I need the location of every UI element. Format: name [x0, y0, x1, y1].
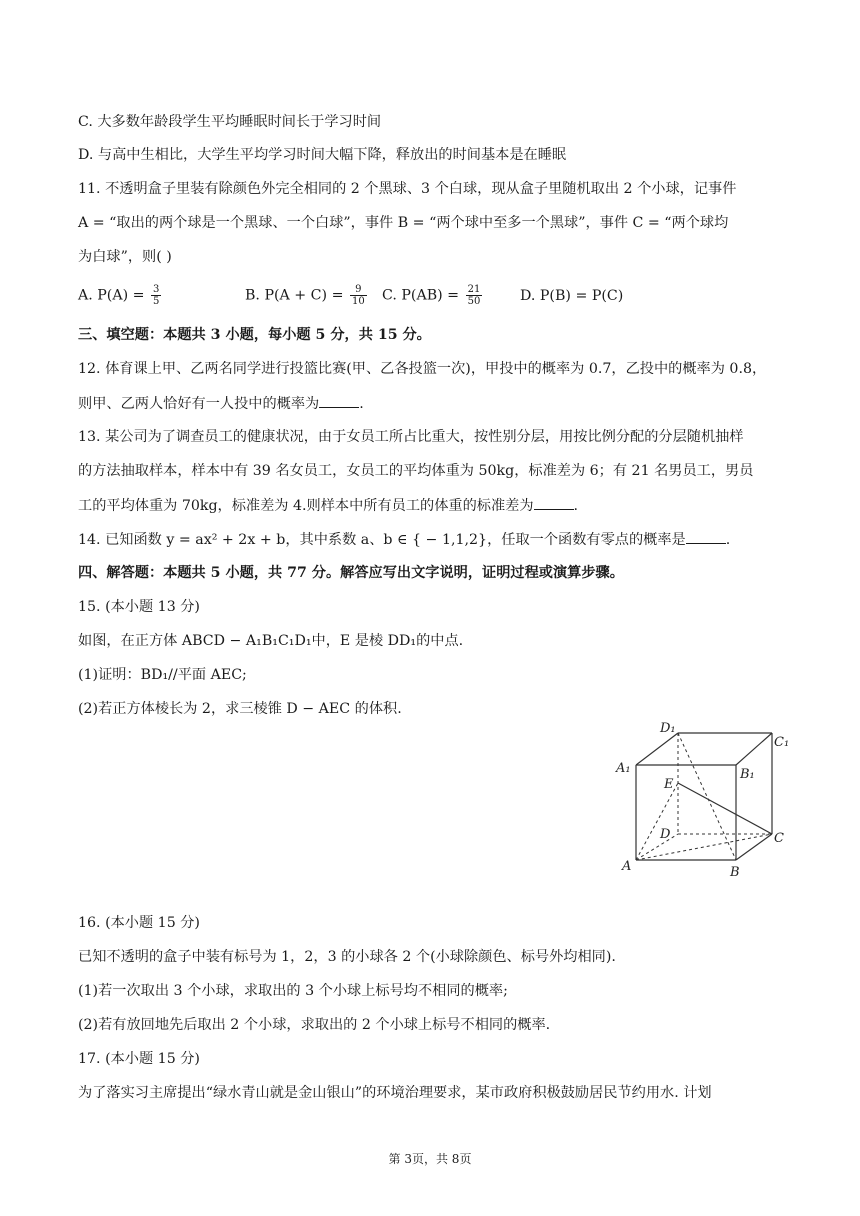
- q11-option-b-prefix: B. P(A + C) =: [245, 287, 348, 304]
- label-d: D: [660, 827, 671, 842]
- q13-line3-text: 工的平均体重为 70kg，标准差为 4.则样本中所有员工的体重的标准差为: [78, 498, 534, 514]
- q14-line1-end: .: [725, 532, 731, 548]
- q14-line1: [78, 529, 730, 550]
- label-b: B: [730, 865, 740, 880]
- q16-line2: (1)若一次取出 3 个小球，求取出的 3 个小球上标号均不相同的概率;: [78, 983, 508, 999]
- edge-b1c1: [736, 733, 772, 765]
- option-c-text: C. 大多数年龄段学生平均睡眠时间长于学习时间: [78, 114, 382, 130]
- label-b1: B₁: [740, 767, 755, 782]
- segment-ae: [636, 783, 678, 860]
- q11-option-c-prefix: C. P(AB) =: [382, 287, 464, 304]
- q11-line3: 为白球”，则( ): [78, 249, 172, 265]
- q11-line2: A = “取出的两个球是一个黑球、一个白球”，事件 B = “两个球中至多一个黑球”，事件 C = “两个球均: [78, 215, 729, 231]
- fraction: [151, 284, 161, 307]
- numerator: 21: [467, 284, 481, 295]
- label-d1: D₁: [660, 721, 676, 736]
- fraction: [466, 284, 483, 307]
- cube-figure: [612, 718, 802, 884]
- q13-line1: 13. 某公司为了调查员工的健康状况，由于女员工所占比重大，按性别分层，用按比例分配的分层随机抽样: [78, 429, 744, 445]
- page-footer: 第 3页，共 8页: [388, 1152, 472, 1166]
- q12-line2-text: 则甲、乙两人恰好有一人投中的概率为: [78, 396, 320, 412]
- fraction: [350, 284, 367, 307]
- q13-line2: 的方法抽取样本，样本中有 39 名女员工，女员工的平均体重为 50kg，标准差为 6；有 21 名男员工，男员: [78, 463, 754, 479]
- q12-line2-end: .: [359, 396, 364, 412]
- label-a: A: [622, 859, 632, 874]
- q11-option-c: [382, 284, 484, 307]
- q11-line1: 11. 不透明盒子里装有除颜色外完全相同的 2 个黑球、3 个白球，现从盒子里随机取出 2 个小球，记事件: [78, 181, 737, 197]
- denominator: 5: [153, 296, 160, 307]
- edge-ad: [636, 834, 678, 860]
- label-e: E: [664, 777, 674, 792]
- q17-header: 17. (本小题 15 分): [78, 1051, 200, 1067]
- label-a1: A₁: [616, 761, 631, 776]
- q15-line1: 如图，在正方体 ABCD − A₁B₁C₁D₁中，E 是棱 DD₁的中点.: [78, 633, 464, 649]
- section-3-heading: 三、填空题：本题共 3 小题，每小题 5 分，共 15 分。: [78, 327, 431, 343]
- segment-ec: [678, 783, 772, 834]
- q15-line2: (1)证明：BD₁//平面 AEC;: [78, 667, 247, 683]
- q16-line3: (2)若有放回地先后取出 2 个小球，求取出的 2 个小球上标号不相同的概率.: [78, 1017, 551, 1033]
- q12-line1: 12. 体育课上甲、乙两名同学进行投篮比赛(甲、乙各投篮一次)，甲投中的概率为 0.7，乙投中的概率为 0.8，: [78, 361, 767, 377]
- section-4-heading: 四、解答题：本题共 5 小题，共 77 分。解答应写出文字说明，证明过程或演算步骤。: [78, 565, 624, 581]
- diagonal-d1b: [678, 733, 736, 860]
- q11-option-b: [245, 284, 369, 307]
- option-d-text: D. 与高中生相比，大学生平均学习时间大幅下降，释放出的时间基本是在睡眠: [78, 147, 567, 163]
- q16-line1: 已知不透明的盒子中装有标号为 1，2，3 的小球各 2 个(小球除颜色、标号外均相同).: [78, 949, 616, 965]
- label-c1: C₁: [774, 735, 790, 750]
- edge-a1d1: [636, 733, 678, 765]
- numerator: 9: [350, 284, 367, 296]
- q13-line3: [78, 495, 578, 516]
- q12-line2: [78, 393, 364, 414]
- denominator: 10: [351, 296, 365, 307]
- q15-header: 15. (本小题 13 分): [78, 599, 200, 615]
- q11-option-a: [78, 284, 163, 307]
- q11-option-a-prefix: A. P(A) =: [78, 287, 150, 304]
- q14-line1-text: 14. 已知函数 y = ax² + 2x + b，其中系数 a、b ∈ { − 1,1,2}，任取一个函数有零点的概率是: [78, 532, 686, 548]
- label-c: C: [774, 831, 784, 846]
- q11-option-d: D. P(B) = P(C): [520, 288, 624, 304]
- answer-blank: [319, 393, 359, 408]
- numerator: 3: [153, 284, 160, 295]
- q13-line3-end: .: [573, 498, 579, 514]
- q17-line1: 为了落实习主席提出“绿水青山就是金山银山”的环境治理要求，某市政府积极鼓励居民节约用水. 计划: [78, 1085, 712, 1101]
- q16-header: 16. (本小题 15 分): [78, 915, 200, 931]
- answer-blank: [534, 495, 574, 510]
- q15-line3: (2)若正方体棱长为 2，求三棱锥 D − AEC 的体积.: [78, 701, 402, 717]
- answer-blank: [686, 529, 726, 544]
- denominator: 50: [467, 296, 481, 307]
